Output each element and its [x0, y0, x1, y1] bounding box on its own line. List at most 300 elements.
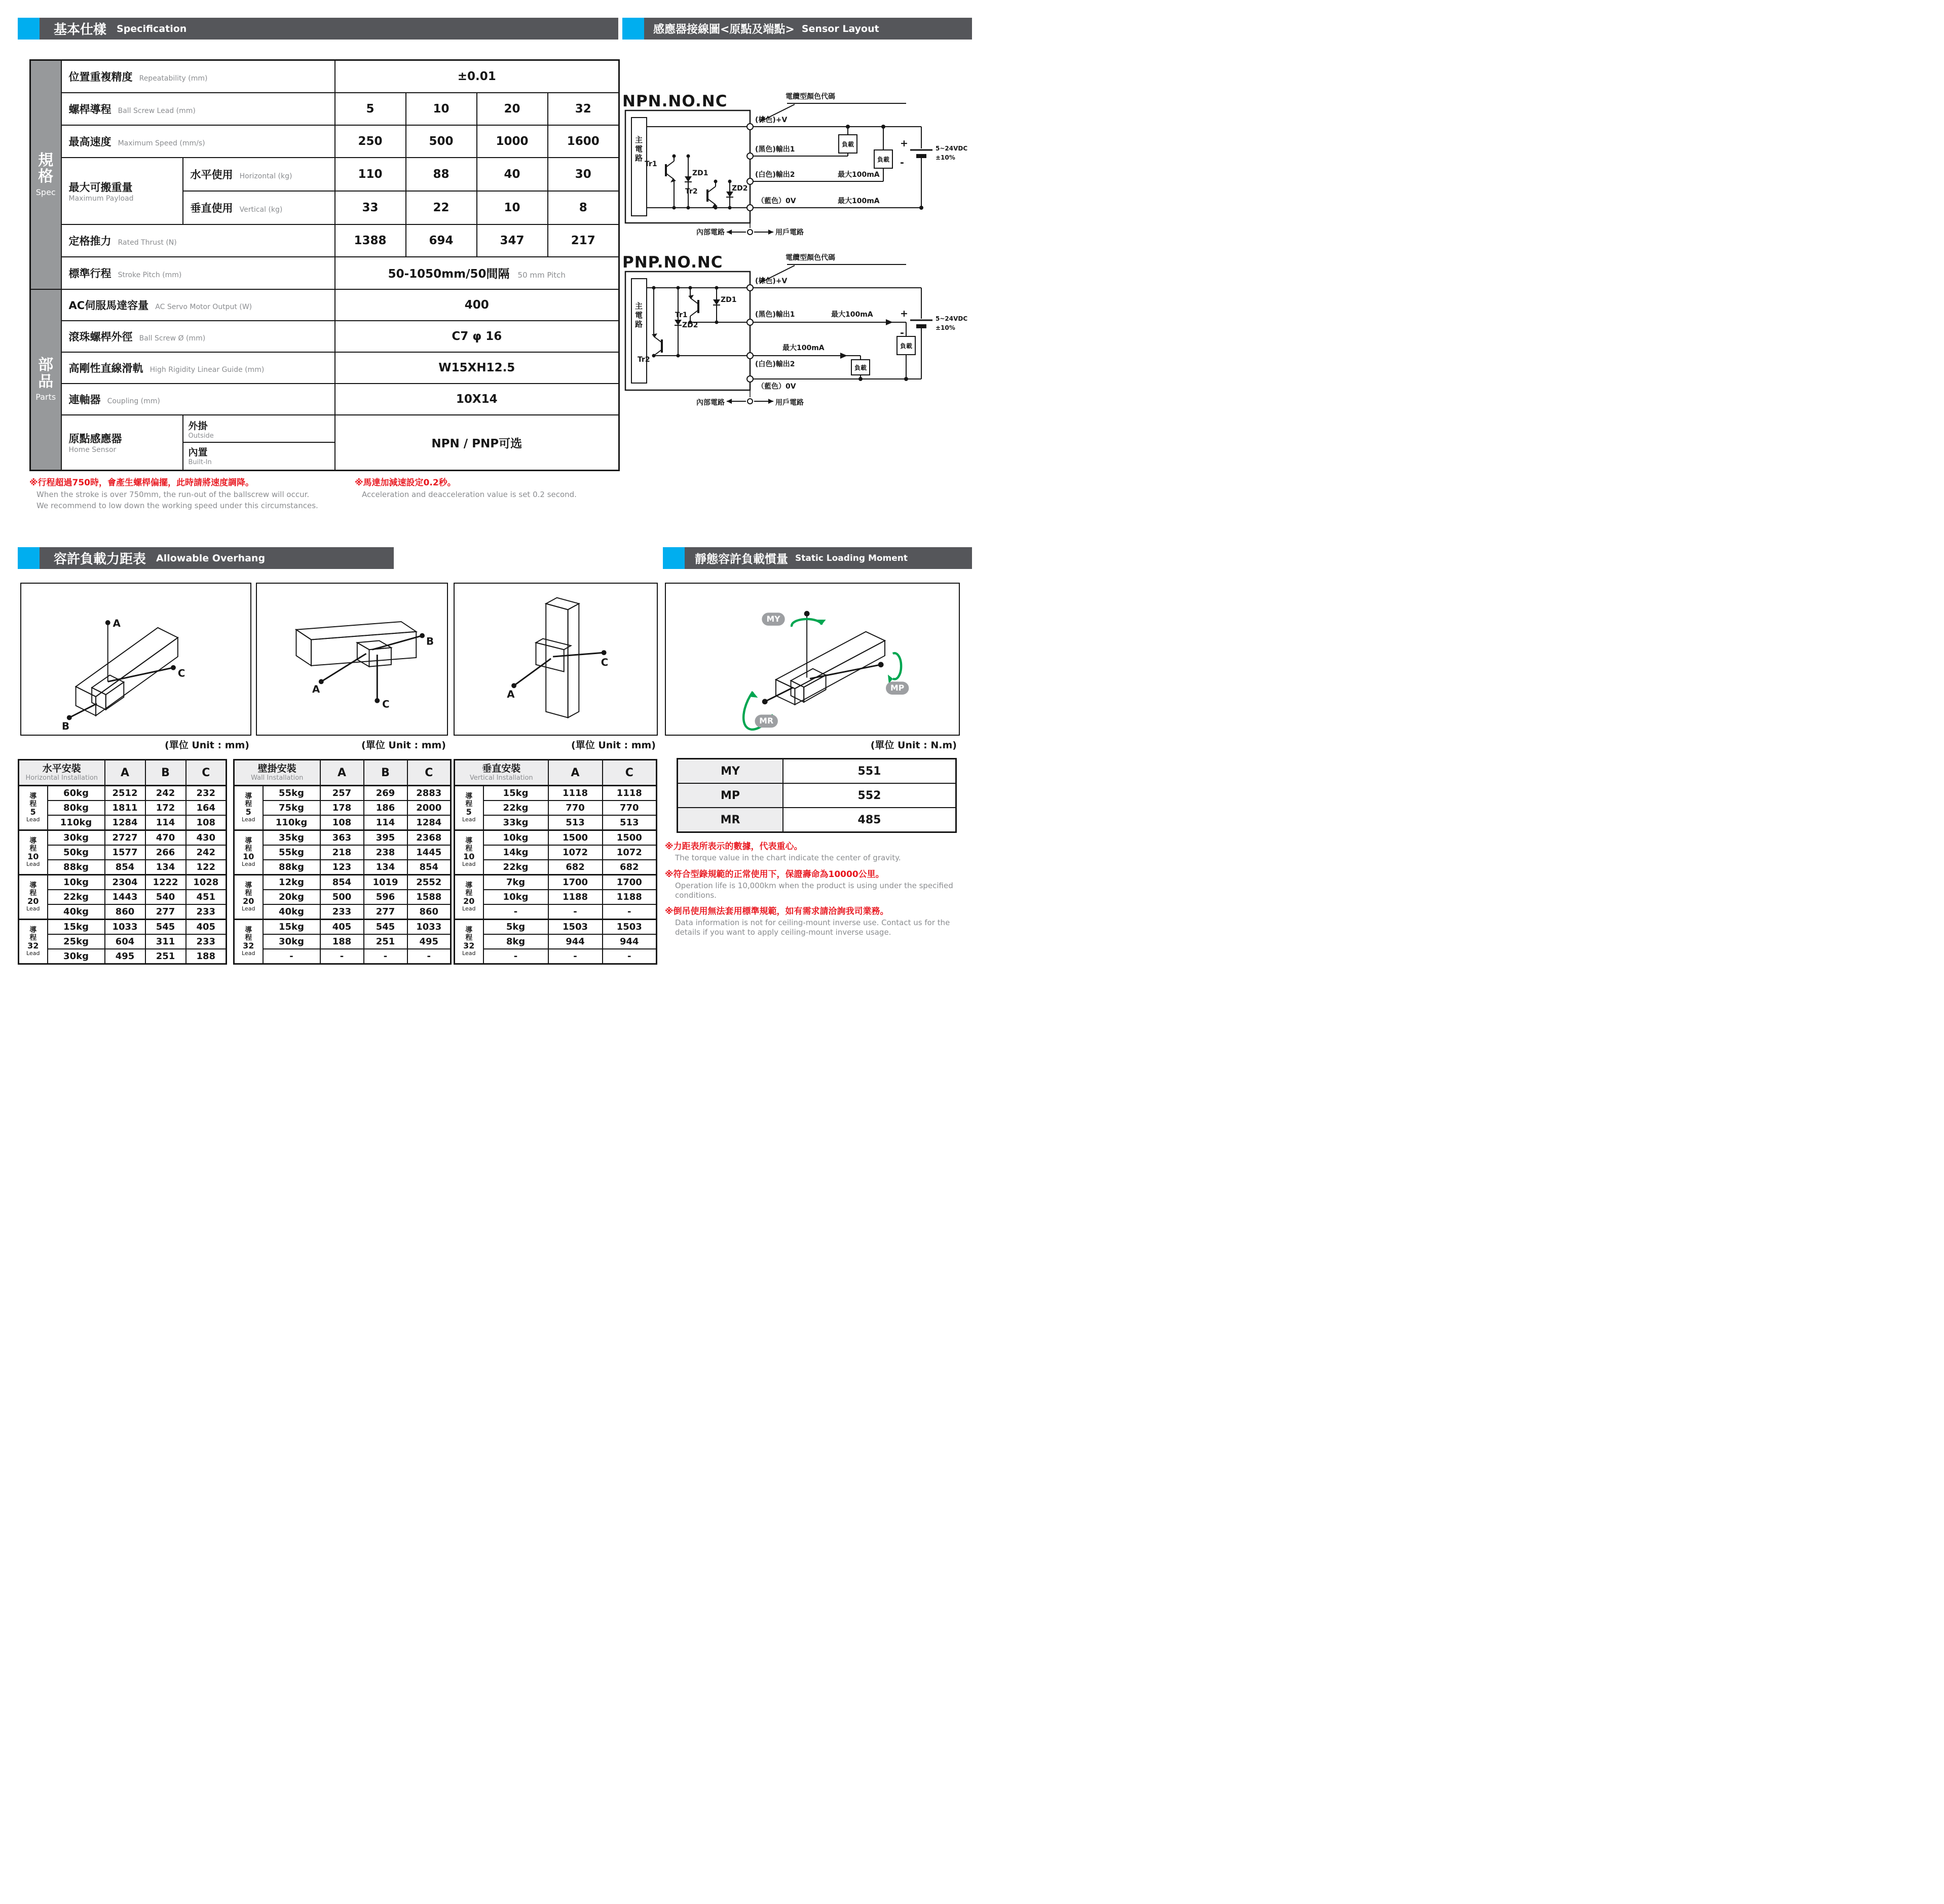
table-cell: 1700 [603, 875, 657, 890]
max-current-label: 最大100mA [782, 344, 825, 352]
lead-en: Lead [26, 949, 40, 957]
label-zh: 標準行程 [68, 267, 111, 280]
wire-black-label: (黑色)輸出1 [755, 311, 795, 319]
battery-minus-label: - [900, 327, 904, 338]
internal-circuit-label: 內部電路 [696, 399, 725, 407]
axis-c-label: C [177, 667, 185, 679]
table-cell: 1503 [603, 920, 657, 935]
label-zh: AC伺服馬達容量 [68, 299, 149, 312]
table-cell: 1503 [548, 920, 603, 935]
spec-value: 1600 [548, 125, 619, 158]
static-moment-svg [666, 584, 957, 733]
table-cell: 22kg [483, 801, 548, 815]
label-en: Stroke Pitch (mm) [118, 271, 182, 279]
spec-value: 5 [335, 93, 406, 125]
label-en: Home Sensor [68, 446, 117, 454]
table-cell: 25kg [48, 934, 105, 949]
table-cell: 944 [548, 934, 603, 949]
unit-label-nm: (單位 Unit : N.m) [870, 740, 957, 751]
wire-white-label: (白色)輸出2 [755, 171, 795, 179]
table-cell: 10kg [48, 875, 105, 890]
battery-plus-label: + [900, 308, 908, 319]
accent-block [18, 18, 40, 40]
table-cell: 251 [145, 949, 186, 964]
horizontal-installation-diagram [20, 583, 251, 736]
label-en: Repeatability (mm) [139, 74, 208, 83]
battery-voltage-label: 5~24VDC [936, 145, 968, 152]
moment-label: MP [678, 783, 783, 808]
table-cell: 2000 [407, 801, 451, 815]
footnote-zh: ※行程超過750時，會產生螺桿偏擺，此時請將速度調降。 [29, 478, 254, 488]
table-cell: 277 [145, 904, 186, 920]
lead-en: Lead [26, 816, 40, 823]
overhang-title-zh: 容許負載力距表 [54, 552, 146, 567]
lead-en: Lead [242, 860, 255, 867]
table-cell: 596 [364, 890, 407, 904]
transistor-tr2-label: Tr2 [638, 356, 650, 364]
row-label [61, 224, 335, 257]
spec-value: 33 [335, 191, 406, 224]
table-cell: 88kg [48, 860, 105, 875]
table-cell: 1118 [603, 786, 657, 801]
table-cell: 134 [145, 860, 186, 875]
lead-group-5 [455, 786, 483, 830]
lead-num: 32 [27, 940, 39, 950]
table-cell: 233 [186, 904, 227, 920]
label-en: Outside [188, 432, 214, 440]
spec-value: 32 [548, 93, 619, 125]
specification-table [29, 59, 620, 471]
table-cell: 1188 [603, 890, 657, 904]
table-cell: 233 [320, 904, 364, 920]
table-cell: - [603, 904, 657, 920]
static-moment-diagram [665, 583, 960, 736]
spec-value: ±0.01 [335, 60, 619, 93]
footnote-en: When the stroke is over 750mm, the run-out of the ballscrew will occur. [36, 490, 310, 499]
table-cell: 75kg [263, 801, 320, 815]
table-cell: 540 [145, 890, 186, 904]
lead-zh: 導程 [29, 792, 37, 808]
row-label-payload [61, 158, 183, 224]
lead-en: Lead [462, 860, 476, 867]
lead-en: Lead [462, 949, 476, 957]
wire-brown-label: (棕色)+V [755, 116, 788, 124]
table-cell: 545 [364, 920, 407, 935]
row-label [61, 321, 335, 352]
npn-wiring-diagram [622, 90, 972, 242]
label-en: Ball Screw Ø (mm) [139, 334, 206, 342]
lead-num: 20 [243, 896, 254, 906]
static-title-en: Static Loading Moment [795, 553, 908, 563]
wall-installation-table [233, 759, 452, 965]
vertical-iso-svg [455, 584, 655, 733]
table-name-en: Horizontal Installation [25, 774, 98, 782]
table-cell: - [548, 904, 603, 920]
table-cell: 451 [186, 890, 227, 904]
column-header: A [320, 760, 364, 786]
table-cell: 188 [320, 934, 364, 949]
table-cell: 20kg [263, 890, 320, 904]
table-cell: 178 [320, 801, 364, 815]
table-cell: 50kg [48, 845, 105, 860]
lead-group-5 [234, 786, 263, 830]
label-zh: 最高速度 [68, 135, 111, 148]
lead-group-32 [19, 920, 48, 964]
table-cell: 1700 [548, 875, 603, 890]
user-circuit-label: 用戶電路 [775, 229, 804, 237]
table-cell: 80kg [48, 801, 105, 815]
label-en: Horizontal (kg) [239, 172, 292, 180]
label-zh: 最大可搬重量 [68, 181, 133, 194]
accent-block [18, 547, 40, 569]
wire-black-label: (黑色)輸出1 [755, 145, 795, 154]
table-cell: 15kg [483, 786, 548, 801]
table-cell: 40kg [48, 904, 105, 920]
pnp-diagram-title: PNP.NO.NC [622, 253, 723, 272]
table-cell: 854 [105, 860, 145, 875]
lead-zh: 導程 [29, 881, 37, 897]
row-label [61, 125, 335, 158]
footnote-en: Acceleration and deacceleration value is set 0.2 second. [362, 490, 577, 499]
lead-group-20 [234, 875, 263, 920]
table-cell: 232 [186, 786, 227, 801]
table-cell: 242 [186, 845, 227, 860]
option-built-in [183, 442, 334, 468]
table-cell: 40kg [263, 904, 320, 920]
table-name-zh: 壁掛安裝 [257, 763, 296, 775]
table-cell: 266 [145, 845, 186, 860]
label-en: High Rigidity Linear Guide (mm) [149, 365, 265, 374]
table-cell: 2727 [105, 830, 145, 846]
spec-value: 10 [406, 93, 477, 125]
table-cell: 1072 [603, 845, 657, 860]
lead-zh: 導程 [245, 881, 252, 897]
lead-num: 20 [27, 896, 39, 906]
table-cell: 30kg [263, 934, 320, 949]
table-cell: 1222 [145, 875, 186, 890]
table-cell: 1284 [105, 815, 145, 830]
unit-label-mm: (單位 Unit : mm) [571, 740, 656, 751]
table-cell: 14kg [483, 845, 548, 860]
unit-label-mm: (單位 Unit : mm) [361, 740, 446, 751]
lead-en: Lead [242, 949, 255, 957]
badge-my: MY [766, 614, 780, 624]
spec-value: 20 [477, 93, 548, 125]
table-cell: 108 [320, 815, 364, 830]
wall-iso-svg [257, 584, 445, 733]
overhang-title-en: Allowable Overhang [156, 552, 266, 564]
load-box-label: 負載 [854, 364, 867, 371]
lead-group-32 [234, 920, 263, 964]
table-name-cell [19, 760, 105, 786]
spec-value: 400 [335, 289, 619, 321]
spec-value: 110 [335, 158, 406, 191]
table-cell: 2883 [407, 786, 451, 801]
sensor-title-zh: 感應器接線圖<原點及端點> [653, 23, 795, 36]
spec-value: 347 [477, 224, 548, 257]
column-header: A [105, 760, 145, 786]
table-cell: 1033 [407, 920, 451, 935]
table-cell: - [603, 949, 657, 964]
row-sublabel [183, 191, 335, 224]
table-cell: 2368 [407, 830, 451, 846]
spec-value: 8 [548, 191, 619, 224]
table-cell: 311 [145, 934, 186, 949]
table-cell: 110kg [48, 815, 105, 830]
table-cell: 164 [186, 801, 227, 815]
lead-num: 20 [463, 896, 475, 906]
table-cell: 134 [364, 860, 407, 875]
transistor-tr2-label: Tr2 [685, 187, 698, 196]
option-outside [183, 416, 334, 442]
table-cell: 15kg [263, 920, 320, 935]
cable-color-code-label: 電纜型顏色代碼 [786, 254, 835, 262]
row-label [61, 93, 335, 125]
spec-value: 1000 [477, 125, 548, 158]
table-cell: 269 [364, 786, 407, 801]
npn-diagram-title: NPN.NO.NC [622, 92, 728, 110]
transistor-tr1-label: Tr1 [675, 311, 688, 319]
spec-value: 10 [477, 191, 548, 224]
label-en: Built-In [188, 459, 212, 467]
table-cell: 1033 [105, 920, 145, 935]
spec-value: 694 [406, 224, 477, 257]
zener-zd2-label: ZD2 [682, 321, 698, 329]
stroke-value: 50-1050mm/50間隔 [388, 268, 510, 281]
table-cell: 1019 [364, 875, 407, 890]
cable-color-code-label: 電纜型顏色代碼 [786, 93, 835, 101]
column-header: C [186, 760, 227, 786]
lead-num: 10 [243, 851, 254, 861]
table-cell: 860 [407, 904, 451, 920]
axis-c-label: C [382, 698, 390, 710]
accent-block [663, 547, 685, 569]
note-en: Data information is not for ceiling-mount inverse use. Contact us for the details if you want to apply ceiling-mount inverse usage. [675, 918, 950, 937]
table-cell: 1500 [548, 830, 603, 846]
table-cell: - [263, 949, 320, 964]
table-cell: 1072 [548, 845, 603, 860]
spec-value [335, 257, 619, 289]
moment-label: MY [678, 759, 783, 784]
battery-tolerance-label: ±10% [936, 324, 955, 331]
vertical-installation-table [454, 759, 657, 965]
spec-footnote-2 [355, 475, 618, 499]
label-zh: 原點感應器 [68, 433, 122, 445]
sidebar-spec-zh: 規格 [38, 151, 54, 186]
table-cell: 35kg [263, 830, 320, 846]
table-cell: 500 [320, 890, 364, 904]
table-cell: 405 [186, 920, 227, 935]
table-cell: 1443 [105, 890, 145, 904]
table-cell: 770 [548, 801, 603, 815]
spec-value: 500 [406, 125, 477, 158]
sidebar-parts-zh: 部品 [38, 356, 54, 391]
overhang-section-header [18, 547, 394, 569]
sidebar-parts-en: Parts [35, 392, 56, 402]
load-box-label: 負載 [877, 156, 889, 163]
row-label [61, 384, 335, 415]
label-zh: 外掛 [188, 421, 208, 432]
static-section-header [663, 547, 972, 569]
main-circuit-label: 主電路 [634, 136, 643, 163]
label-en: Coupling (mm) [107, 397, 160, 405]
table-cell: 513 [603, 815, 657, 830]
table-cell: 30kg [48, 830, 105, 846]
lead-group-20 [455, 875, 483, 920]
lead-zh: 導程 [465, 836, 473, 853]
label-zh: 滾珠螺桿外徑 [68, 330, 133, 343]
wire-blue-label: （藍色）0V [757, 197, 796, 205]
table-cell: 854 [407, 860, 451, 875]
sensor-title-en: Sensor Layout [801, 23, 879, 34]
table-cell: 2552 [407, 875, 451, 890]
moment-value: 552 [783, 783, 956, 808]
table-cell: 30kg [48, 949, 105, 964]
table-cell: 277 [364, 904, 407, 920]
accent-block [622, 18, 644, 40]
table-cell: 1445 [407, 845, 451, 860]
pnp-wiring-diagram [622, 251, 972, 413]
table-cell: 854 [320, 875, 364, 890]
label-zh: 內置 [188, 447, 208, 459]
main-circuit-label: 主電路 [634, 302, 643, 329]
note-en: The torque value in the chart indicate the center of gravity. [675, 853, 901, 862]
lead-zh: 導程 [465, 881, 473, 897]
table-cell: - [548, 949, 603, 964]
battery-voltage-label: 5~24VDC [936, 315, 968, 322]
table-cell: 944 [603, 934, 657, 949]
load-box-label: 負載 [900, 342, 912, 350]
note-en: Operation life is 10,000km when the product is using under the specified conditions. [675, 881, 953, 900]
table-cell: - [320, 949, 364, 964]
spec-section-header [18, 18, 618, 40]
lead-en: Lead [26, 860, 40, 867]
table-cell: 430 [186, 830, 227, 846]
table-cell: - [483, 904, 548, 920]
table-cell: 257 [320, 786, 364, 801]
table-cell: 114 [145, 815, 186, 830]
battery-tolerance-label: ±10% [936, 154, 955, 161]
spec-title-en: Specification [117, 23, 187, 34]
table-cell: - [407, 949, 451, 964]
lead-group-10 [19, 830, 48, 875]
table-cell: 1188 [548, 890, 603, 904]
table-cell: 1118 [548, 786, 603, 801]
spec-value: 88 [406, 158, 477, 191]
wire-blue-label: （藍色）0V [757, 383, 796, 391]
table-cell: 110kg [263, 815, 320, 830]
table-cell: 22kg [483, 860, 548, 875]
note-zh: ※符合型錄規範的正常使用下，保證壽命為10000公里。 [665, 869, 884, 880]
table-cell: 15kg [48, 920, 105, 935]
lead-zh: 導程 [29, 836, 37, 853]
datasheet-page [0, 0, 972, 962]
table-cell: 860 [105, 904, 145, 920]
lead-num: 5 [30, 807, 36, 817]
lead-en: Lead [242, 905, 255, 912]
wire-white-label: (白色)輸出2 [755, 360, 795, 368]
table-cell: 395 [364, 830, 407, 846]
zener-zd1-label: ZD1 [692, 169, 708, 177]
static-title-zh: 靜態容許負載慣量 [695, 553, 788, 566]
table-name-cell [455, 760, 548, 786]
spec-value: 10X14 [335, 384, 619, 415]
label-en: Maximum Speed (mm/s) [118, 139, 205, 147]
table-cell: 108 [186, 815, 227, 830]
table-name-en: Wall Installation [251, 774, 304, 782]
moment-label: MR [678, 808, 783, 832]
column-header: B [364, 760, 407, 786]
label-en: AC Servo Motor Output (W) [155, 302, 252, 311]
lead-group-32 [455, 920, 483, 964]
note-zh: ※倒吊使用無法套用標準規範，如有需求請洽詢我司業務。 [665, 906, 889, 917]
axis-a-label: A [312, 683, 320, 696]
max-current-label: 最大100mA [838, 171, 880, 179]
badge-mp: MP [890, 683, 905, 693]
spec-value: 40 [477, 158, 548, 191]
table-name-zh: 垂直安裝 [482, 763, 521, 775]
table-cell: 242 [145, 786, 186, 801]
lead-zh: 導程 [245, 836, 252, 853]
lead-zh: 導程 [465, 792, 473, 808]
static-notes [665, 835, 972, 937]
spec-value: W15XH12.5 [335, 352, 619, 384]
row-label [61, 257, 335, 289]
table-cell: 55kg [263, 845, 320, 860]
lead-en: Lead [462, 905, 476, 912]
label-en: Vertical (kg) [239, 205, 283, 214]
axis-b-label: B [61, 720, 69, 733]
lead-en: Lead [462, 816, 476, 823]
spec-title-zh: 基本仕樣 [54, 22, 107, 37]
unit-label-mm: (單位 Unit : mm) [165, 740, 249, 751]
lead-num: 10 [463, 851, 475, 861]
table-cell: 7kg [483, 875, 548, 890]
lead-group-10 [234, 830, 263, 875]
zener-zd2-label: ZD2 [732, 184, 748, 193]
column-header: B [145, 760, 186, 786]
label-zh: 定格推力 [68, 235, 111, 247]
horizontal-installation-table [18, 759, 227, 965]
table-cell: 405 [320, 920, 364, 935]
label-zh: 位置重複精度 [68, 70, 133, 83]
table-cell: 88kg [263, 860, 320, 875]
stroke-value-en: 50 mm Pitch [517, 271, 566, 280]
table-cell: 60kg [48, 786, 105, 801]
axis-c-label: C [601, 656, 609, 668]
lead-num: 10 [27, 851, 39, 861]
table-cell: 251 [364, 934, 407, 949]
vertical-installation-diagram [454, 583, 658, 736]
wire-brown-label: (棕色)+V [755, 277, 788, 285]
table-cell: 22kg [48, 890, 105, 904]
table-cell: 495 [105, 949, 145, 964]
table-name-cell [234, 760, 320, 786]
lead-zh: 導程 [245, 926, 252, 942]
table-cell: 545 [145, 920, 186, 935]
table-cell: 1577 [105, 845, 145, 860]
home-sensor-options [183, 415, 335, 471]
spec-value: 250 [335, 125, 406, 158]
table-cell: 55kg [263, 786, 320, 801]
moment-value: 551 [783, 759, 956, 784]
table-cell: 1028 [186, 875, 227, 890]
footnote-zh: ※馬達加減速設定0.2秒。 [355, 478, 456, 488]
table-cell: 186 [364, 801, 407, 815]
sensor-section-header [622, 18, 972, 40]
table-cell: 233 [186, 934, 227, 949]
row-label [61, 60, 335, 93]
